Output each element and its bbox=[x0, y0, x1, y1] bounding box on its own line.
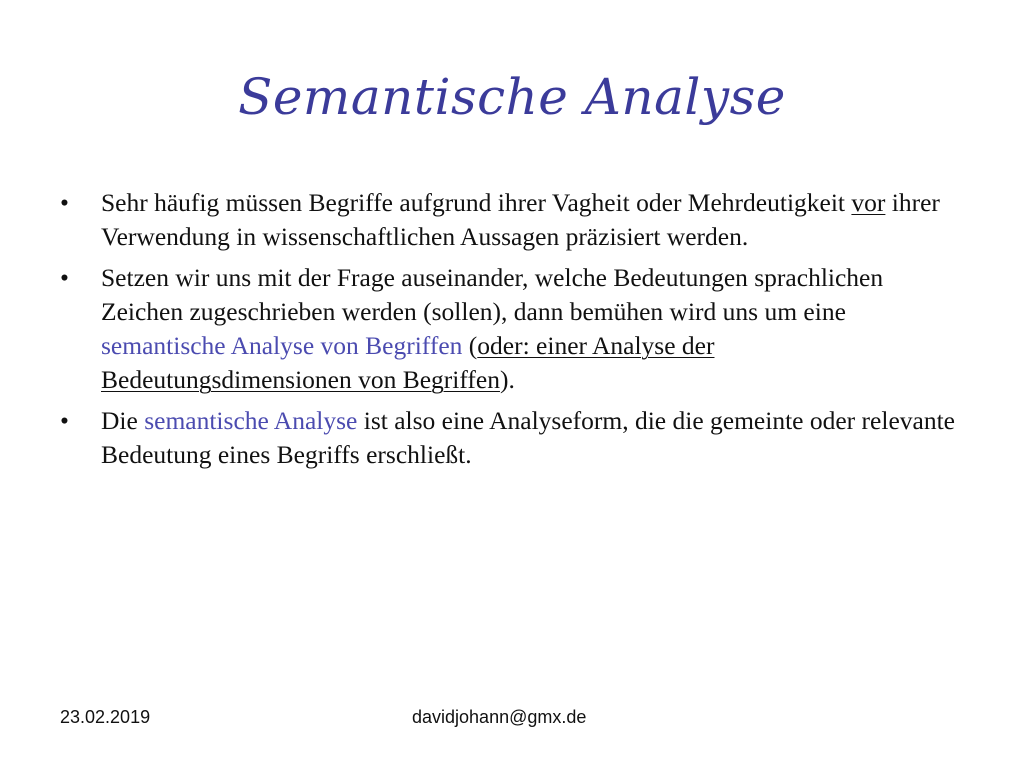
bullet-marker: • bbox=[60, 263, 69, 292]
footer-date: 23.02.2019 bbox=[60, 707, 151, 727]
bullet-text: ihrer Verwendung in wissenschaftlichen Aussagen präzisiert werden. bbox=[101, 188, 940, 251]
bullet-item bbox=[58, 404, 958, 472]
underlined-text: vor bbox=[851, 188, 886, 217]
bullet-text: ( bbox=[462, 331, 478, 360]
bullet-marker: • bbox=[60, 188, 69, 217]
bullet-text: Sehr häufig müssen Begriffe aufgrund ihrer Vagheit oder Mehrdeutigkeit bbox=[101, 188, 852, 217]
underlined-text: oder: einer Analyse der Bedeutungsdimensionen von Begriffen bbox=[101, 331, 715, 394]
highlighted-term: semantische Analyse bbox=[144, 406, 358, 435]
bullet-text: ist also eine Analyseform, die die gemeinte oder relevante Bedeutung eines Begriffs erschließt. bbox=[101, 406, 955, 469]
footer-email: davidjohann@gmx.de bbox=[412, 707, 587, 727]
bullet-text: ). bbox=[499, 365, 515, 394]
bullet-marker: • bbox=[60, 406, 69, 435]
bullet-text: Setzen wir uns mit der Frage auseinander, welche Bedeutungen sprachlichen Zeichen zugeschrieben werden (sollen), dann bemühen wird uns um eine bbox=[101, 263, 884, 326]
highlighted-term: semantische Analyse von Begriffen bbox=[101, 331, 463, 360]
bullet-item bbox=[58, 261, 958, 397]
slide-title: Semantische Analyse bbox=[238, 68, 786, 126]
bullet-list bbox=[58, 186, 958, 479]
bullet-item bbox=[58, 186, 958, 254]
bullet-text: Die bbox=[101, 406, 145, 435]
